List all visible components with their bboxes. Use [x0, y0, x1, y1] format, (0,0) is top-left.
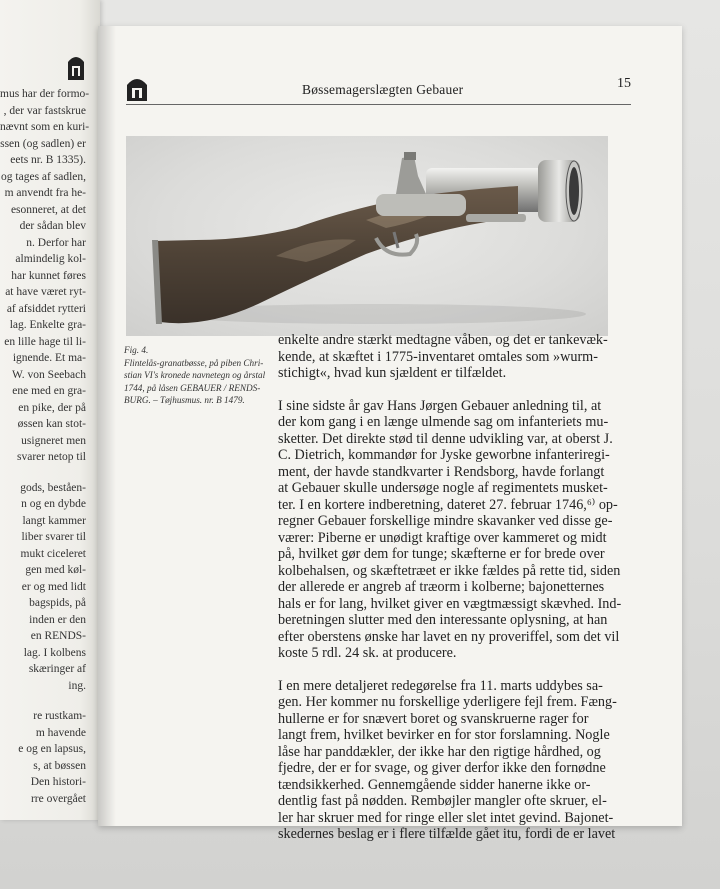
paragraph-gap — [278, 382, 618, 398]
left-text-line: langt kammer — [22, 514, 86, 527]
paragraph-gap — [278, 662, 618, 678]
page-header — [126, 72, 631, 106]
body-text-line: fjedre, der er for svage, og giver derfor ikke den fornødne — [278, 760, 606, 776]
left-text-line: usigneret men — [21, 434, 86, 447]
left-text-line: mukt ciceleret — [20, 547, 86, 560]
left-text-line: har kunnet føres — [11, 269, 86, 282]
left-text-line: nævnt som en kuri- — [0, 121, 90, 133]
body-text-line: at Gebauer skulle undersøge nogle af regimentets musket- — [278, 480, 608, 496]
body-text-line: tændsikkerhed. Gennemgående sidder hanerne ikke or- — [278, 776, 591, 793]
body-text-line: hullerne er for snævert boret og svanskruerne rager for — [278, 710, 589, 727]
running-head: Bøssemagerslægten Gebauer — [302, 82, 464, 97]
book-logo-icon — [66, 52, 86, 82]
body-text-line: der allerede er angreb af træorm i kolberne; bajonetternes — [278, 579, 605, 595]
left-text-line: svarer netop til — [17, 451, 86, 463]
body-text-line: værer: Piberne er unødigt kraftige over kammeret og midt — [278, 529, 607, 546]
page-number: 15 — [617, 76, 631, 91]
body-text-line: på, hvilket gør dem for tunge; skæfterne er for brede over — [278, 546, 605, 562]
left-facing-page — [0, 0, 100, 820]
caption-line: BURG. – Tøjhusmus. nr. B 1479. — [124, 395, 245, 406]
left-text-line: øssen kan stot- — [17, 418, 86, 430]
left-text-line: en pike, der på — [18, 401, 86, 414]
body-text-line: skedernes beslag er i flere tilfælde gået itu, fordi de er lavet — [278, 826, 616, 842]
left-text-line: ignende. Et ma- — [12, 352, 86, 364]
paragraph-gap — [0, 694, 86, 708]
left-text-line: W. von Seebach — [12, 368, 86, 381]
left-text-line: af afsiddet rytteri — [6, 302, 86, 315]
left-text-line: gen med køl- — [25, 564, 86, 576]
left-text-line: e og en lapsus, — [18, 743, 86, 755]
body-text-line: enkelte andre stærkt medtagne våben, og det er tankevæk- — [278, 332, 608, 348]
body-text-line: langt frem, hvilket bevirker en for stor forslamning. Nogle — [278, 727, 610, 743]
left-text-line: n. Derfor har — [26, 236, 86, 249]
left-text-line: m havende — [35, 726, 86, 739]
body-text-line: regner Gebauer forskellige mindre skavanker ved disse ge- — [278, 513, 613, 529]
body-text-line: ter. I en kortere indberetning, dateret 27. februar 1746,⁶⁾ op- — [278, 496, 618, 513]
left-text-line: re rustkam- — [33, 710, 86, 722]
body-text-line: kolbehalsen, og skæftetræet er ikke fældes på rette tid, siden — [278, 562, 621, 579]
body-paragraph — [278, 397, 622, 662]
grenade-gun-photo — [126, 136, 608, 336]
body-text — [278, 332, 622, 843]
left-text-line: at have været ryt- — [5, 286, 86, 298]
body-text-line: hals er for lang, hvilket giver en vægtmæssigt skævhed. Ind- — [278, 595, 622, 612]
caption-line: Fig. 4. — [124, 345, 149, 355]
left-text-line: esonneret, at det — [10, 203, 86, 216]
book-logo-icon — [126, 74, 148, 102]
paragraph-gap — [0, 466, 86, 480]
body-text-line: I sine sidste år gav Hans Jørgen Gebauer anledning til, at — [278, 397, 602, 414]
body-text-line: dentlig fast på nødden. Rembøjler mangler ofte skruer, el- — [278, 793, 607, 809]
left-text-line: , der var fastskrue — [3, 104, 86, 117]
left-text-line: almindelig kol- — [15, 253, 86, 265]
left-text-line: ssen (og sadlen) er — [0, 137, 86, 150]
right-page — [98, 26, 682, 842]
figure-caption — [124, 344, 279, 407]
left-text-line: liber svarer til — [21, 531, 86, 543]
body-text-line: C. Dietrich, kommandør for Jyske geworbne infanteriregi- — [278, 447, 610, 463]
body-text-line: stichigt«, hvad kun sjældent er tilfældet. — [278, 365, 507, 381]
left-text-line: lag. I kolbens — [23, 646, 86, 659]
body-text-line: gen. Her kommer nu forskellige yderligere fejl frem. Fæng- — [278, 694, 617, 710]
left-text-line: en RENDS- — [30, 630, 86, 642]
body-text-line: låse har panddækler, der ikke har den rigtige hårdhed, og — [278, 743, 601, 760]
left-text-line: n og en dybde — [21, 498, 86, 510]
body-text-line: ment, der havde standkvarter i Rendsborg, havde forlangt — [278, 463, 605, 480]
body-text-line: koste 5 rdl. 24 sk. at producere. — [278, 645, 457, 661]
caption-line: stian VI's kronede navnetegn og årstal — [124, 370, 266, 381]
body-text-line: efter oberstens ønske har lavet en ny proveriffel, som det vil — [278, 628, 620, 645]
left-text-line: rre overgået — [30, 792, 86, 805]
left-text-line: m anvendt fra he- — [4, 187, 86, 199]
left-text-line: bagspids, på — [29, 597, 86, 609]
header-rule — [126, 104, 631, 105]
body-paragraph — [278, 678, 618, 843]
caption-line: 1744, på låsen GEBAUER / RENDS- — [124, 382, 261, 393]
body-text-line: I en mere detaljeret redegørelse fra 11. marts uddybes sa- — [278, 677, 603, 694]
body-text-line: beretningen slutter med den interessante oplysning, at han — [278, 612, 608, 628]
body-text-line: kende, at skæftet i 1775-inventaret omtales som »wurm- — [278, 348, 598, 365]
flintlock-grenade-gun-image — [126, 136, 608, 336]
left-text-line: gods, beståen- — [20, 481, 86, 494]
left-text-line: der sådan blev — [19, 220, 86, 232]
left-page-text — [0, 86, 90, 807]
gutter-shadow — [98, 26, 116, 826]
left-text-line: Den histori- — [30, 776, 86, 788]
left-text-line: ene med en gra- — [12, 385, 86, 397]
left-text-line: inden er den — [29, 613, 86, 626]
left-text-line: og tages af sadlen, — [1, 170, 86, 183]
left-text-line: er og med lidt — [21, 580, 86, 593]
left-text-line: mus har der formo- — [0, 88, 90, 100]
body-text-line: der kom gang i en længe ulmende sag om infanteriets mu- — [278, 414, 609, 430]
body-text-line: sketter. Det direkte stød til denne udvikling var, at oberst J. — [278, 430, 613, 447]
body-paragraph — [278, 332, 618, 382]
left-text-line: eets nr. B 1335). — [10, 154, 86, 166]
left-text-line: lag. Enkelte gra- — [9, 319, 86, 331]
left-text-line: en lille hage til li- — [4, 335, 86, 348]
caption-line: Flintelås-granatbøsse, på piben Chri- — [124, 357, 264, 368]
left-text-line: s, at bøssen — [33, 759, 86, 772]
left-text-line: ing. — [68, 679, 86, 692]
body-text-line: ler har skruer med for ringe eller slet intet gevind. Bajonet- — [278, 809, 614, 826]
left-text-line: skæringer af — [28, 663, 86, 675]
